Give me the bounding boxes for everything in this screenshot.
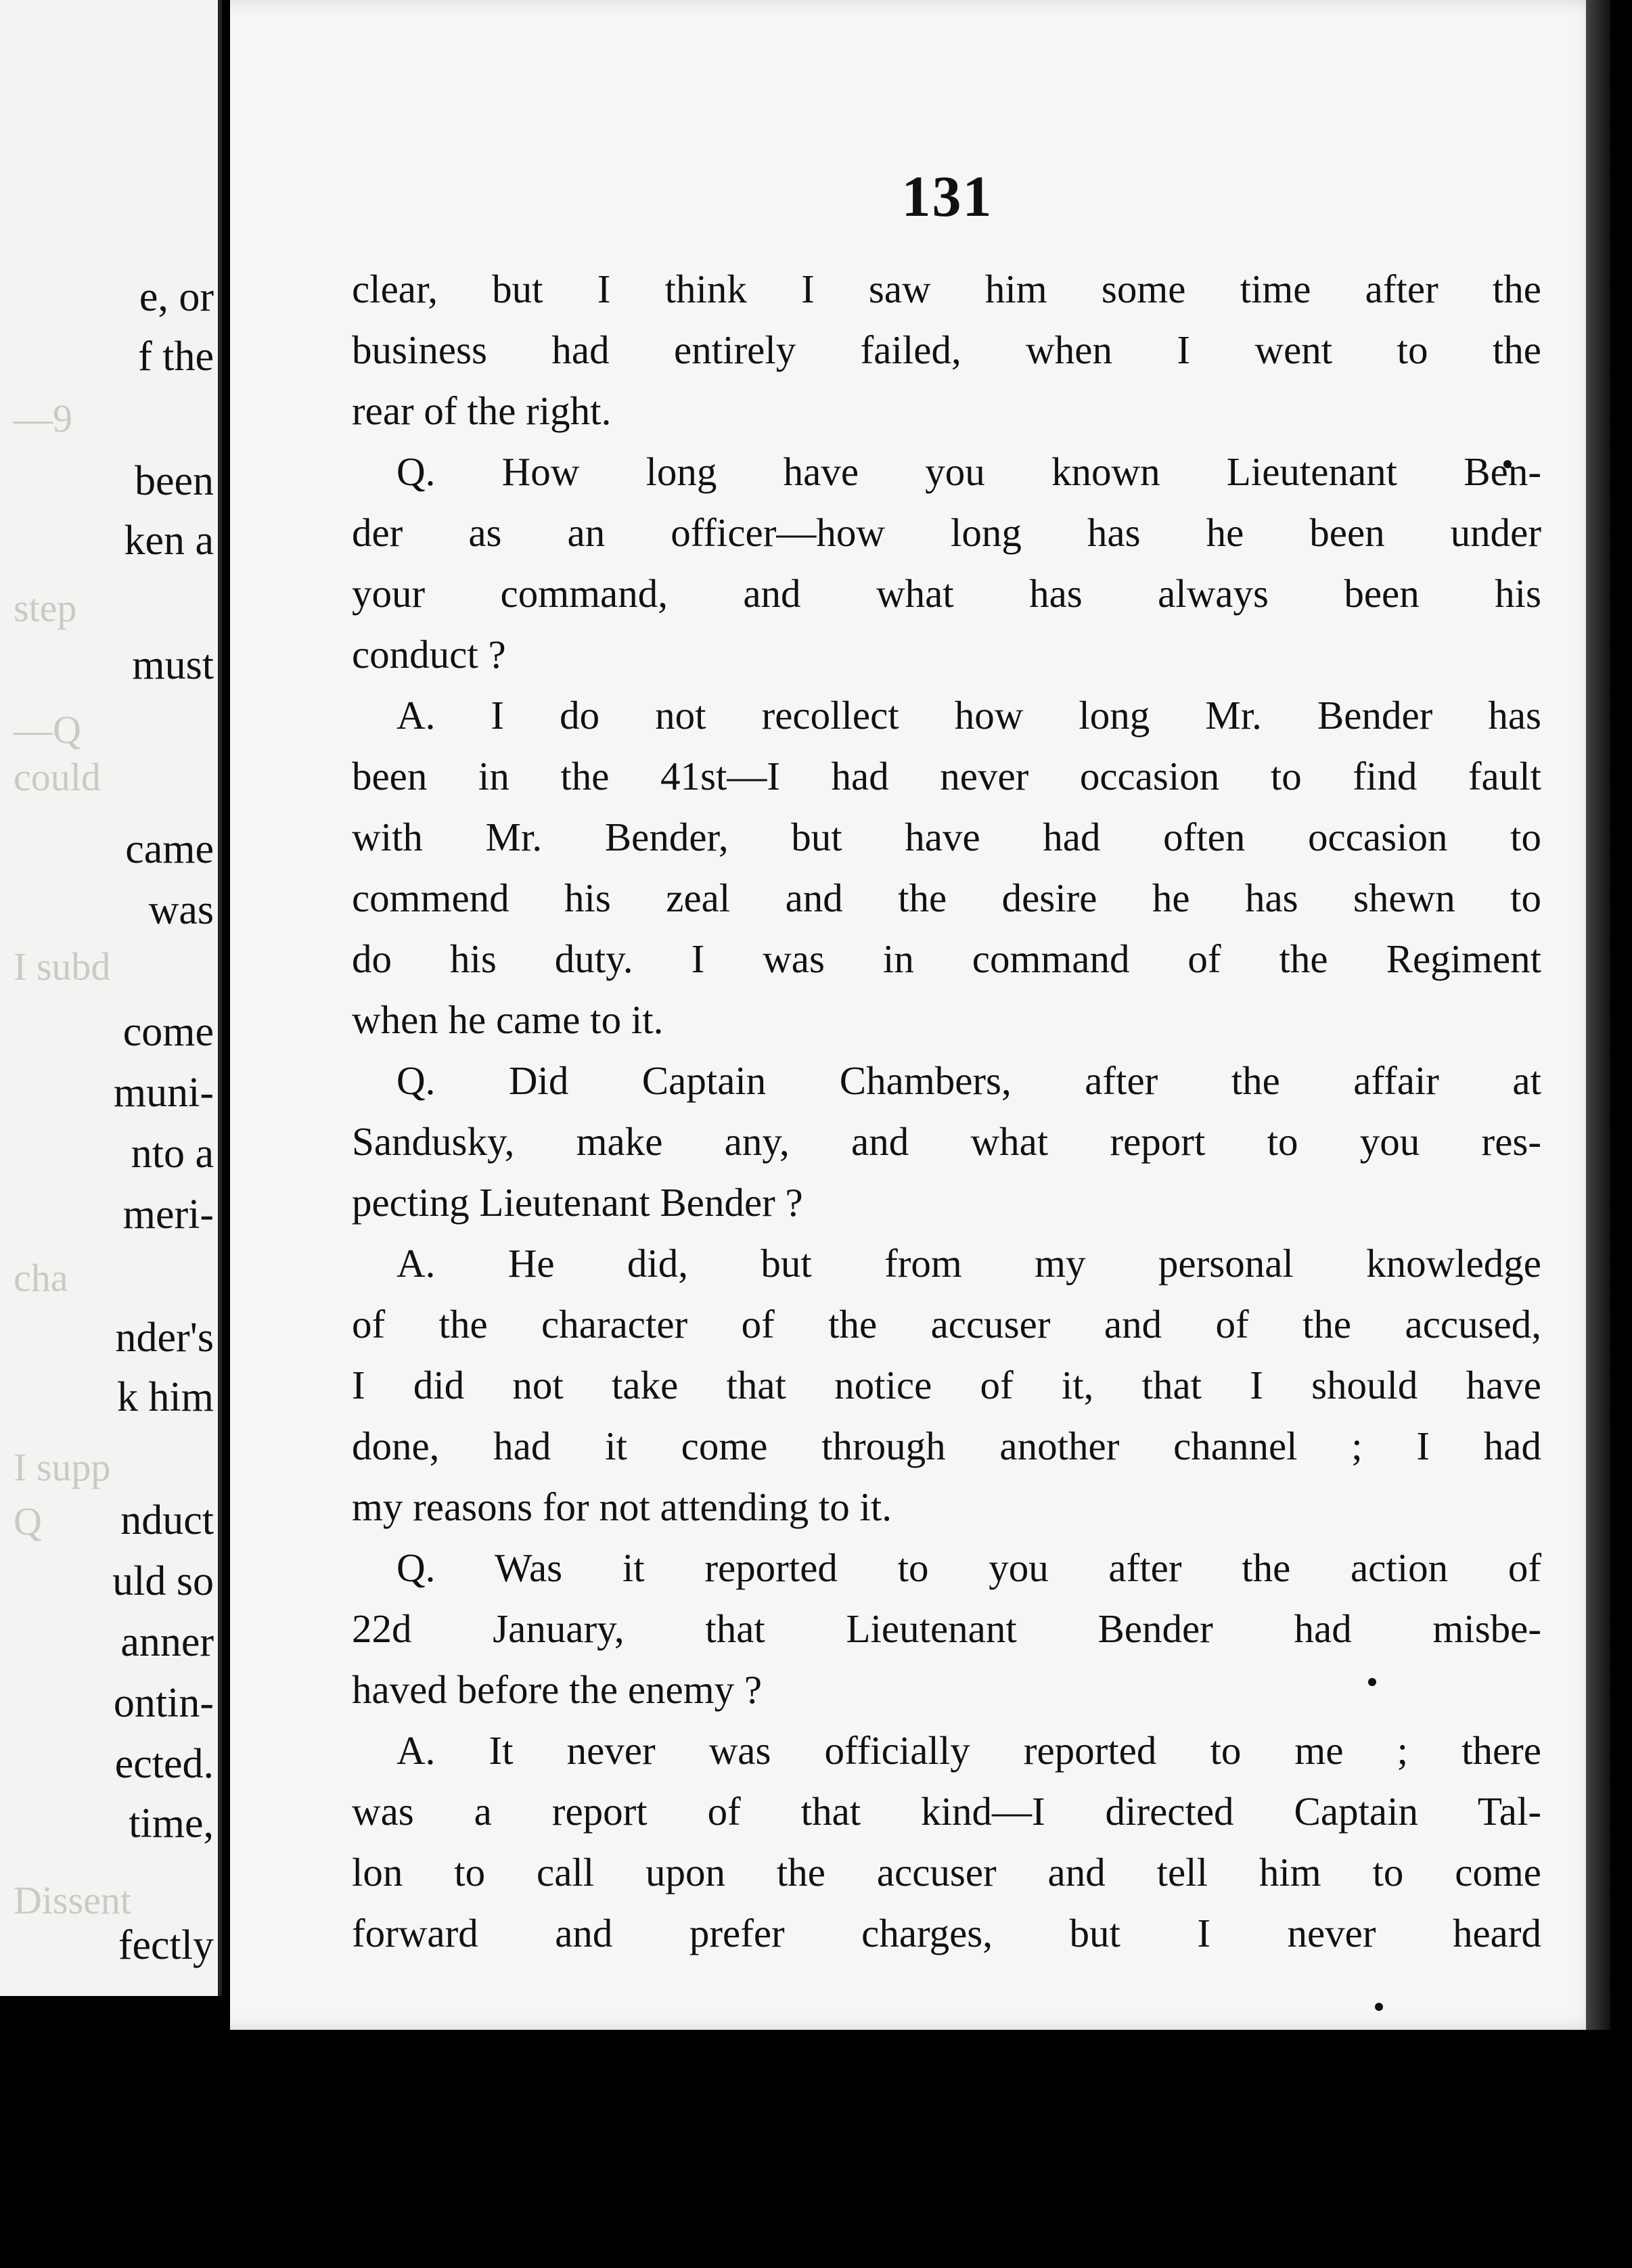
text-line: Sandusky, make any, and what report to you res- <box>352 1119 1541 1164</box>
left-fragment: nduct <box>120 1497 214 1543</box>
left-fragment: time, <box>129 1800 214 1846</box>
text-line: been in the 41st—I had never occasion to find fault <box>352 754 1541 798</box>
text-line: 22d January, that Lieutenant Bender had misbe- <box>352 1606 1541 1651</box>
bleed-through-text: —Q <box>14 708 81 752</box>
text-line: with Mr. Bender, but have had often occasion to <box>352 815 1541 859</box>
text-line: der as an officer—how long has he been under <box>352 510 1541 555</box>
left-fragment: came <box>125 826 214 872</box>
text-line: was a report of that kind—I directed Captain Tal- <box>352 1789 1541 1834</box>
text-line: pecting Lieutenant Bender ? <box>352 1180 803 1225</box>
left-fragment: come <box>122 1009 214 1055</box>
text-line: do his duty. I was in command of the Regiment <box>352 936 1541 981</box>
text-line: business had entirely failed, when I went to the <box>352 327 1541 372</box>
left-fragment: ken a <box>124 518 214 564</box>
left-fragment: been <box>134 458 214 504</box>
left-fragment: meri- <box>122 1192 214 1238</box>
left-fragment: ontin- <box>113 1680 214 1726</box>
text-line: clear, but I think I saw him some time after the <box>352 267 1541 311</box>
text-line: of the character of the accuser and of the accused, <box>352 1302 1541 1346</box>
current-page <box>230 0 1610 2030</box>
text-line: A. He did, but from my personal knowledge <box>396 1241 1541 1286</box>
left-fragment: f the <box>138 334 214 380</box>
page-edge-shadow <box>1586 0 1610 2030</box>
left-fragment: nder's <box>115 1315 214 1361</box>
left-fragment: k him <box>117 1374 214 1420</box>
left-fragment: uld so <box>112 1558 214 1604</box>
text-line: my reasons for not attending to it. <box>352 1484 892 1529</box>
left-fragment: was <box>148 887 214 933</box>
text-line: done, had it come through another channel ; I had <box>352 1424 1541 1468</box>
previous-page-strip <box>0 0 222 1996</box>
text-line: haved before the enemy ? <box>352 1667 763 1712</box>
bleed-through-text: —9 <box>14 396 72 440</box>
page-body-text <box>352 258 1541 1964</box>
text-line: when he came to it. <box>352 997 664 1042</box>
left-fragment: fectly <box>118 1922 214 1968</box>
left-fragment: anner <box>120 1619 214 1665</box>
page-number: 131 <box>901 164 993 229</box>
text-line: conduct ? <box>352 632 506 677</box>
bleed-through-text: Dissent <box>14 1878 131 1922</box>
bleed-through-text: cha <box>14 1256 68 1300</box>
bleed-through-text: I subd <box>14 945 111 989</box>
bleed-through-text: could <box>14 755 101 799</box>
ink-speck <box>1375 2003 1383 2011</box>
text-line: I did not take that notice of it, that I should have <box>352 1363 1541 1407</box>
left-fragment: muni- <box>113 1070 214 1116</box>
text-line: forward and prefer charges, but I never heard <box>352 1911 1541 1955</box>
text-line: A. I do not recollect how long Mr. Bender has <box>396 693 1541 738</box>
bleed-through-text: I supp <box>14 1445 111 1489</box>
text-line: your command, and what has always been his <box>352 571 1541 616</box>
text-line: Q. How long have you known Lieutenant Ben- <box>396 449 1541 494</box>
left-fragment: ected. <box>114 1741 214 1787</box>
text-line: rear of the right. <box>352 388 612 433</box>
bleed-through-text: Q <box>14 1499 42 1543</box>
left-fragment: e, or <box>139 274 214 320</box>
text-line: A. It never was officially reported to me ; there <box>396 1728 1541 1773</box>
bleed-through-text: step <box>14 586 77 630</box>
left-fragment: must <box>132 642 214 688</box>
text-line: Q. Was it reported to you after the action of <box>396 1545 1541 1590</box>
text-line: commend his zeal and the desire he has shewn to <box>352 876 1541 920</box>
text-line: lon to call upon the accuser and tell him to come <box>352 1850 1541 1895</box>
left-fragment: nto a <box>131 1131 214 1177</box>
text-line: Q. Did Captain Chambers, after the affair at <box>396 1058 1541 1103</box>
